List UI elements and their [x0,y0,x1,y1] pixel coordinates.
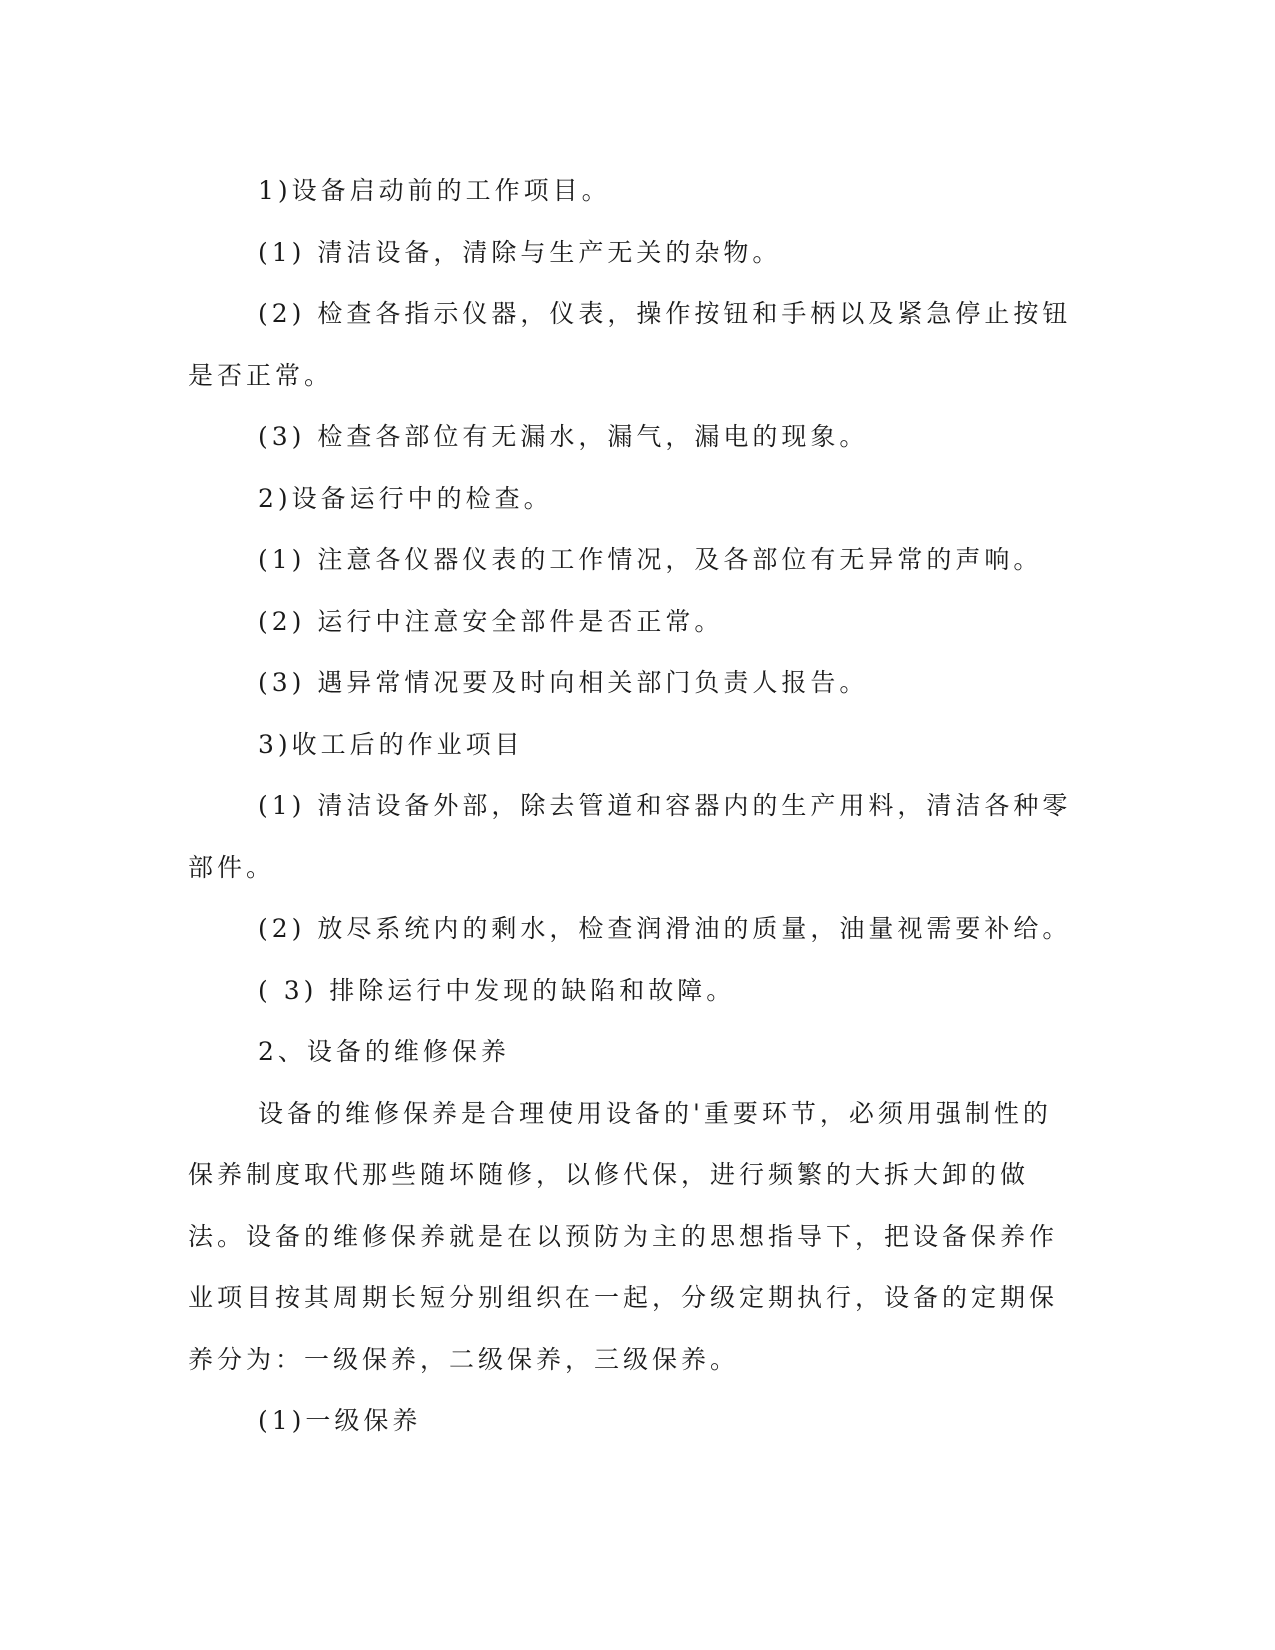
paragraph-heading-after-work: 3)收工后的作业项目 [258,729,524,759]
paragraph-list-item: ( 3) 排除运行中发现的缺陷和故障。 [258,975,736,1005]
paragraph-subheading-level-one: (1)一级保养 [258,1406,422,1435]
paragraph-body: 设备的维修保养是合理使用设备的'重要环节，必须用强制性的保养制度取代那些随坏随修，以修代保，进行频繁的大拆大卸的做法。设备的维修保养就是在以预防为主的思想指导下，把设备保养作业项目按其周期长短分别组织在一起，分级定期执行，设备的定期保养分为：一级保养，二级保养，三级保养。 [188,1098,1059,1374]
paragraph-list-item: (1) 清洁设备外部，除去管道和容器内的生产用料，清洁各种零部件。 [188,791,1072,882]
paragraph-list-item: (1) 注意各仪器仪表的工作情况，及各部位有无异常的声响。 [258,545,1043,574]
document-body [188,160,1078,1452]
paragraph-list-item: (2) 检查各指示仪器，仪表，操作按钮和手柄以及紧急停止按钮是否正常。 [188,299,1072,390]
paragraph-list-item: (2) 运行中注意安全部件是否正常。 [258,606,724,636]
section-heading-maintenance: 2、设备的维修保养 [258,1037,510,1066]
paragraph-heading-during-operation: 2)设备运行中的检查。 [258,483,553,513]
paragraph-list-item: (3) 遇异常情况要及时向相关部门负责人报告。 [258,668,869,697]
paragraph-heading-before-start: 1)设备启动前的工作项目。 [258,176,611,205]
paragraph-list-item: (2) 放尽系统内的剩水，检查润滑油的质量，油量视需要补给。 [258,914,1072,943]
paragraph-list-item: (3) 检查各部位有无漏水，漏气，漏电的现象。 [258,422,869,451]
paragraph-list-item: (1) 清洁设备，清除与生产无关的杂物。 [258,237,782,267]
